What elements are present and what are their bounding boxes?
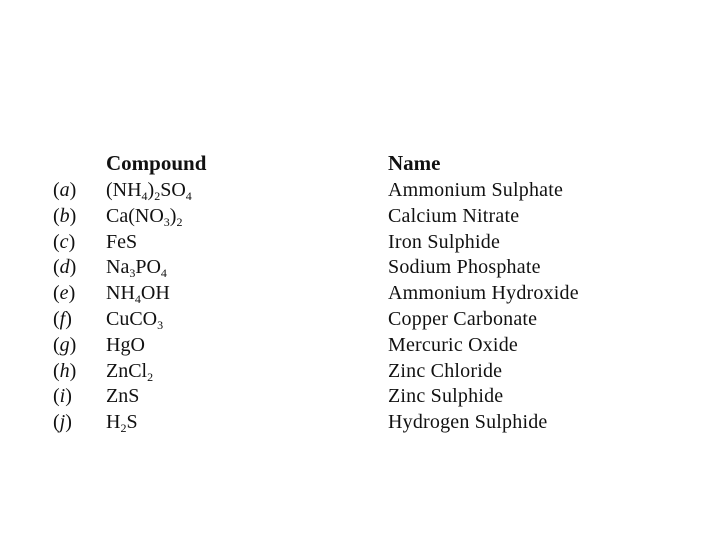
compound-formula: ZnS xyxy=(106,385,140,408)
formula-subscript: 2 xyxy=(120,421,127,436)
compound-name: Hydrogen Sulphide xyxy=(388,411,548,434)
formula-subscript: 4 xyxy=(134,292,141,307)
formula-subscript: 2 xyxy=(147,369,154,384)
compound-name: Zinc Chloride xyxy=(388,359,503,382)
row-label: (j) xyxy=(53,411,72,434)
compound-formula: ZnCl$_2$ xyxy=(106,359,154,384)
table-row xyxy=(0,229,720,255)
table-row xyxy=(0,358,720,384)
compound-name: Copper Carbonate xyxy=(388,307,538,330)
formula-subscript: 2 xyxy=(176,214,183,229)
row-label: (f) xyxy=(53,307,72,330)
formula-subscript: 3 xyxy=(129,266,136,281)
compound-name: Ammonium Sulphate xyxy=(388,179,564,201)
formula-subscript: 3 xyxy=(157,317,164,332)
table-row xyxy=(0,280,720,306)
compound-formula: HgO xyxy=(106,333,145,356)
row-label: (c) xyxy=(53,230,76,253)
table-row xyxy=(0,332,720,358)
compound-column-header: Compound xyxy=(106,151,207,175)
compound-formula: $Ca(NO_3)_2$ xyxy=(106,204,183,229)
table-row xyxy=(0,409,720,435)
table-row xyxy=(0,254,720,280)
row-label: (e) xyxy=(53,282,76,305)
row-label: (h) xyxy=(53,359,77,382)
compound-name: Ammonium Hydroxide xyxy=(388,282,579,305)
compound-name: Iron Sulphide xyxy=(388,230,501,253)
compound-formula: $(NH_4)_2SO_4$ xyxy=(106,179,192,203)
table-row xyxy=(0,177,720,203)
compound-name: Calcium Nitrate xyxy=(388,204,520,227)
formula-subscript: 4 xyxy=(185,189,192,203)
row-label: (a) xyxy=(53,179,77,201)
table-row xyxy=(0,383,720,409)
table-row xyxy=(0,306,720,332)
table-rows xyxy=(0,177,720,435)
compound-formula: $H_2S$ xyxy=(106,411,138,436)
compound-name: Zinc Sulphide xyxy=(388,385,504,408)
row-label: (d) xyxy=(53,256,77,279)
name-column-header: Name xyxy=(388,151,441,175)
row-label: (i) xyxy=(53,385,72,408)
table-row xyxy=(0,203,720,229)
compound-formula: FeS xyxy=(106,230,138,253)
row-label: (b) xyxy=(53,204,77,227)
compound-formula: $NH_4OH$ xyxy=(106,282,170,307)
formula-subscript: 4 xyxy=(160,266,167,281)
compound-formula: $Na_3PO_4$ xyxy=(106,256,167,281)
formula-subscript: 4 xyxy=(141,189,148,203)
compound-name: Sodium Phosphate xyxy=(388,256,541,279)
formula-subscript: 2 xyxy=(154,189,161,203)
row-label: (g) xyxy=(53,333,77,356)
formula-subscript: 3 xyxy=(163,214,170,229)
compound-name: Mercuric Oxide xyxy=(388,333,518,356)
compound-formula: CuCO$_3$ xyxy=(106,307,164,332)
